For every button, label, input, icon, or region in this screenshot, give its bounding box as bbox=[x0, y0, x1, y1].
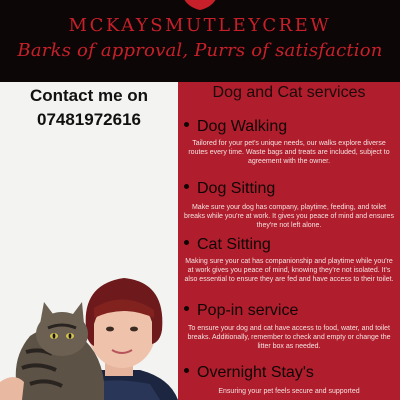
service-name: Overnight Stay's bbox=[197, 364, 314, 381]
service-heading-overnight bbox=[184, 364, 314, 382]
service-name: Dog Sitting bbox=[197, 180, 276, 197]
service-heading-pop-in bbox=[184, 302, 298, 320]
contact-label: Contact me on bbox=[29, 86, 149, 105]
bullet-icon bbox=[184, 122, 189, 127]
owner-with-cat-photo bbox=[0, 232, 178, 400]
service-name: Dog Walking bbox=[197, 118, 288, 135]
header bbox=[0, 0, 400, 82]
service-name: Cat Sitting bbox=[197, 236, 271, 253]
service-desc-cat-sitting: Making sure your cat has companionship and playtime while you're at work gives you peace of mind, knowing they're not isolated. It's also essential to ensure they are fed and have access to their toilet. bbox=[184, 258, 394, 284]
service-heading-dog-walking bbox=[184, 118, 287, 136]
service-desc-overnight: Ensuring your pet feels secure and supported bbox=[218, 388, 360, 395]
services-panel bbox=[178, 82, 400, 400]
service-name: Pop-in service bbox=[197, 302, 299, 319]
bullet-icon bbox=[184, 368, 189, 373]
service-desc-dog-sitting: Make sure your dog has company, playtime, feeding, and toilet breaks while you're at work. It gives you peace of mind and ensures they're not left alone. bbox=[184, 204, 394, 230]
contact-panel bbox=[0, 82, 178, 400]
brand-name: MCKAYSMUTLEYCREW bbox=[68, 15, 332, 36]
tagline: Barks of approval, Purrs of satisfaction bbox=[17, 40, 383, 61]
service-desc-dog-walking: Tailored for your pet's unique needs, our walks explore diverse routes every time. Waste bags and treats are included, subject to agreement with the owner. bbox=[188, 140, 390, 166]
service-heading-cat-sitting bbox=[184, 236, 271, 254]
bullet-icon bbox=[184, 240, 189, 245]
bullet-icon bbox=[184, 306, 189, 311]
service-desc-pop-in: To ensure your dog and cat have access to food, water, and toilet breaks. Additionally, remember to check and empty or change the litter box as needed. bbox=[187, 325, 391, 351]
contact-block bbox=[0, 85, 178, 131]
paw-heart-logo-icon bbox=[176, 0, 224, 12]
contact-phone: 07481972616 bbox=[36, 110, 141, 129]
service-heading-dog-sitting bbox=[184, 180, 275, 198]
bullet-icon bbox=[184, 184, 189, 189]
services-title: Dog and Cat services bbox=[212, 84, 366, 101]
